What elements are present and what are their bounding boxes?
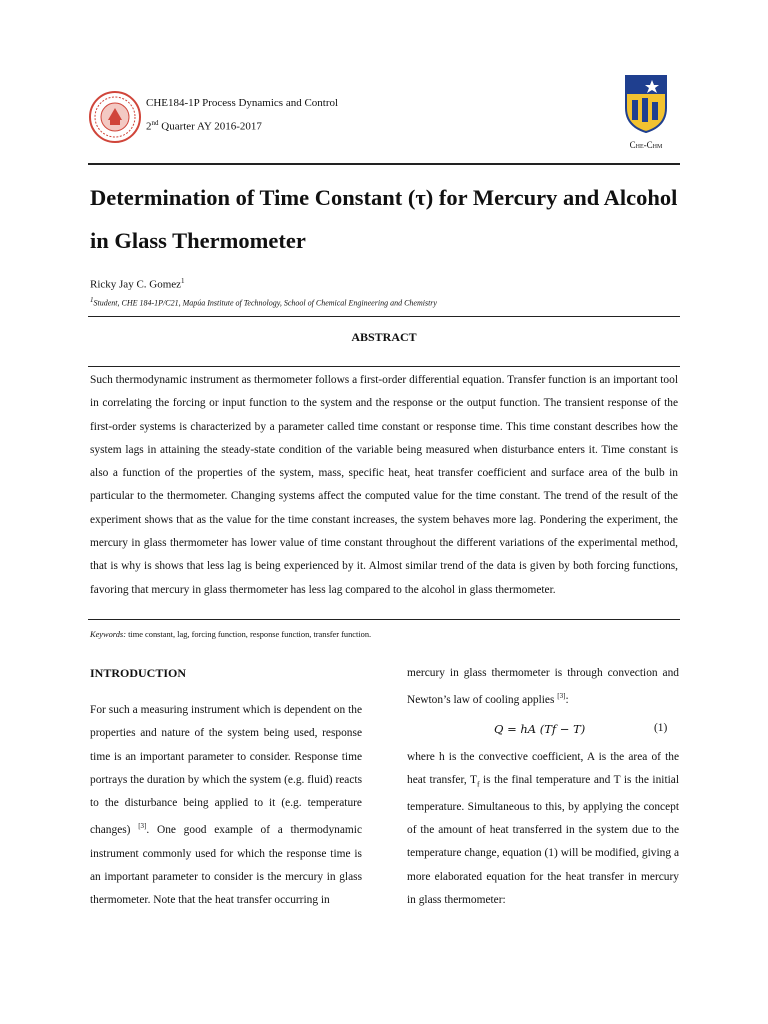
affiliation-divider [88,316,680,317]
equation-number: (1) [654,722,668,734]
citation-ref: [3] [557,692,566,701]
logo-text: Che-Chm [629,140,663,150]
citation-ref: [3] [138,822,147,831]
introduction-right-column-top: mercury in glass thermometer is through convection and Newton’s law of cooling applies [3]: [407,667,679,707]
course-line: CHE184-1P Process Dynamics and Control [146,97,339,109]
keywords-text: time constant, lag, forcing function, response function, transfer function. [125,630,372,639]
introduction-left-column: For such a measuring instrument which is dependent on the properties and nature of the system being used, response time is an important parameter to consider. Response time portrays the duration by which the system (e.g. fluid) reacts to the disturbance being applied to it (e.g. temperature changes) [3]. One good example of a thermodynamic instrument commonly used for which the response time is an important parameter to consider is the mercury in glass thermometer. Note that the heat transfer occurring in [90,704,362,907]
che-chm-logo [622,74,670,148]
introduction-right-column-bottom: where h is the convective coefficient, A is the area of the heat transfer, $T_f$ is the final temperature and T is the initial temperature. Simultaneous to this, by applying the concept of the amount of heat transferred in the system due to the temperature change, equation (1) will be modified, giving a more elaborated equation for the heat transfer in mercury in glass thermometer: [407,751,679,907]
author-line: Ricky Jay C. Gomez$^1$ [90,277,185,291]
quarter-line: 2nd Quarter AY 2016-2017 [146,119,262,133]
paper-title [90,176,690,262]
abstract-end-divider [88,619,680,620]
keywords [90,630,371,639]
abstract-divider [88,366,680,367]
abstract-body: Such thermodynamic instrument as thermometer follows a first-order differential equation. Transfer function is an important tool in correlating the forcing or input function to the system and the response or the output function. The transient response of the first-order systems is characterized by a parameter called time constant or response time. This time constant describes how the system lags in attaining the steady-state condition of the variable being measured when disturbance enters it. Time constant is also a function of the properties of the system, mass, specific heat, heat transfer coefficient and surface area of the bulb in particular to the thermometer. Changing systems affect the computed value for the time constant. The trend of the result of the experiment shows that as the value for the time constant increases, the system behaves more lag. Pondering the experiment, the mercury in glass thermometer has lower value of time constant throughout the different variations of the experimental method, that is why is shows that less lag is being experienced by it. Almost similar trend of the data is given by both forcing functions, favoring that mercury in glass thermometer has less lag compared to the alcohol in glass thermometer. [90,374,678,596]
shield-icon [622,74,670,134]
keywords-label: Keywords: [90,630,126,639]
introduction-heading: INTRODUCTION [90,666,187,680]
abstract-heading: ABSTRACT [351,330,417,344]
author-name: Ricky Jay C. Gomez [90,278,182,291]
course-info [146,93,338,137]
title-line-2: in Glass Thermometer [90,228,306,253]
subscript-f: f [476,779,480,789]
header-divider [88,163,680,165]
equation-1: Q = hA (Tf − T) [494,722,586,736]
university-seal-logo [88,90,142,144]
author-affiliation: $^1$Student, CHE 184-1P/C21, Mapúa Institute of Technology, School of Chemical Engineering and Chemistry [90,296,437,308]
title-line-1: Determination of Time Constant (τ) for Mercury and Alcohol [90,185,678,210]
